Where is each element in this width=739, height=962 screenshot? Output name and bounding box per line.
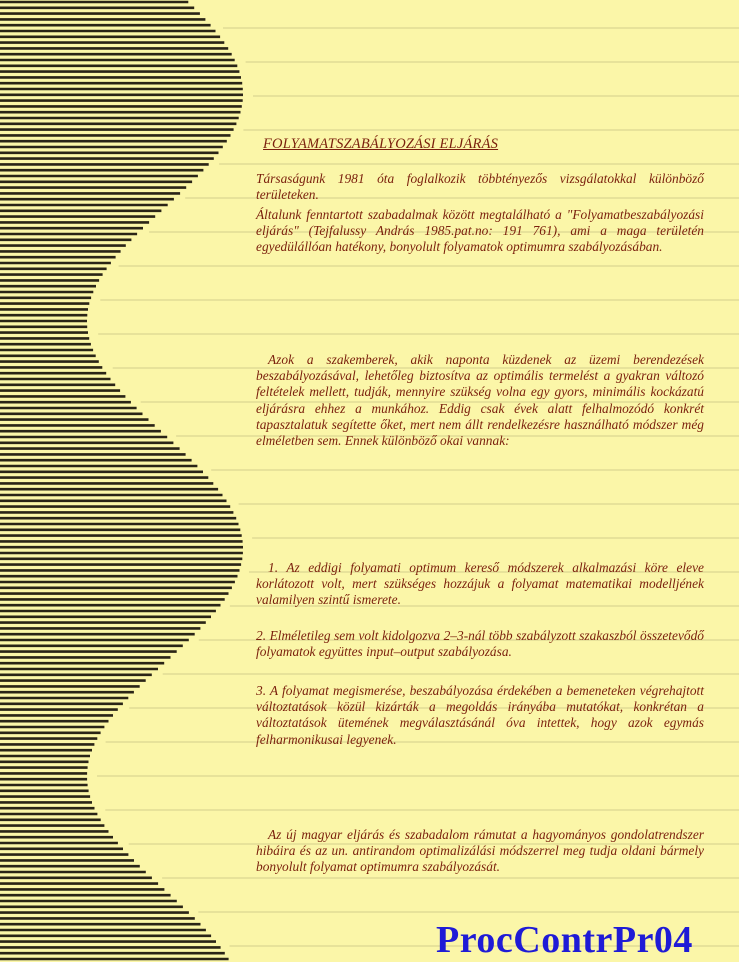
document-heading: FOLYAMATSZABÁLYOZÁSI ELJÁRÁS <box>263 136 499 152</box>
experts-paragraph: Azok a szakemberek, akik naponta küzdenek az üzemi berendezések beszabályozásával, lehetőleg biztosítva az optimális termelést a gyakran változó feltételek mellett, tudják, mennyire szükség volna egy gyors, minimális kockázatú eljárásra ehhez a munkához. Eddig csak évek alatt felhalmozódó konkrét tapasztalatuk segítette őket, mert nem állt rendelkezésre használható módszer még elméletben sem. Ennek különböző okai vannak: <box>256 352 704 449</box>
patent-paragraph: Általunk fenntartott szabadalmak között megtalálható a "Folyamatbeszabályozási eljárás" (Tejfalussy András 1985.pat.no: 191 761), ami a maga területén egyedülállóan hatékony, bonyolult folyamatok optimumra szabályozásában. <box>256 207 704 255</box>
point-3-paragraph: 3. A folyamat megismerése, beszabályozása érdekében a bemeneteken végrehajtott változtatások közül kizárták a megoldás irányába mutatókat, konkrétan a változtatások ütemének megválasztásánál óva intettek, hogy azok egymás felharmonikusai legyenek. <box>256 683 704 747</box>
document-code-label: ProcContrPr04 <box>436 919 693 961</box>
intro-paragraph: Társaságunk 1981 óta foglalkozik többtényezős vizsgálatokkal különböző területeken. <box>256 171 704 203</box>
point-2-paragraph: 2. Elméletileg sem volt kidolgozva 2–3-nál több szabályzott szakaszból összetevődő folyamatok együttes input–output szabályozása. <box>256 628 704 660</box>
point-1-paragraph: 1. Az eddigi folyamati optimum kereső módszerek alkalmazási köre eleve korlátozott volt, mert szükséges hozzájuk a folyamat matematikai modelljének valamilyen szintű ismerete. <box>256 560 704 608</box>
conclusion-paragraph: Az új magyar eljárás és szabadalom rámutat a hagyományos gondolatrendszer hibáira és az un. antirandom optimalizálási módszerrel meg tudja oldani bármely bonyolult folyamat optimumra szabályozását. <box>256 827 704 875</box>
